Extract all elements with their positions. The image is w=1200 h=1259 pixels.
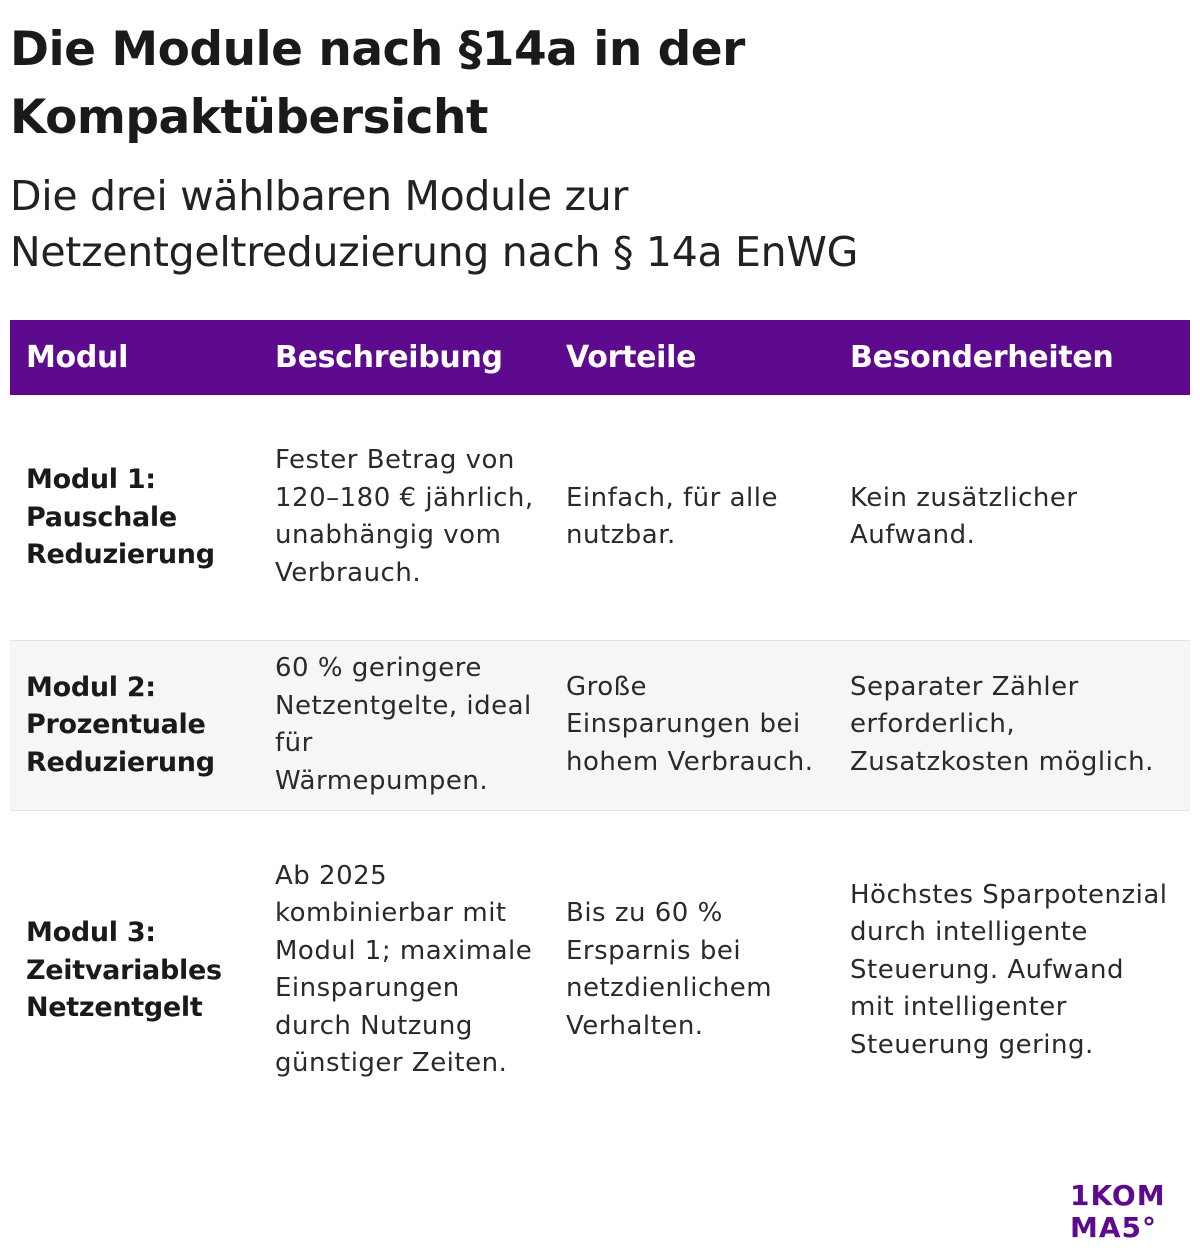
cell-besonderheiten: Höchstes Sparpotenzial durch intelligente Steuerung. Aufwand mit intelligenter Steuerung gering. [850,879,1168,1060]
modules-table [10,320,1190,1130]
cell-modul: Modul 2: Prozentuale Reduzierung [10,640,259,810]
brand-logo [1070,1180,1190,1244]
table-row [10,395,1190,640]
header-modul: Modul [10,320,259,395]
cell-modul: Modul 3: Zeitvariables Netzentgelt [26,917,222,1023]
page-subtitle: Die drei wählbaren Module zur Netzentgeltreduzierung nach § 14a EnWG [10,172,859,276]
header-besonderheiten: Besonderheiten [834,320,1190,395]
table-row [10,640,1190,810]
page-title: Die Module nach §14a in der Kompaktübersicht [10,22,745,145]
cell-besonderheiten: Separater Zähler erforderlich, Zusatzkosten möglich. [834,640,1190,810]
cell-vorteile: Bis zu 60 % Ersparnis bei netzdienlichem Verhalten. [566,898,773,1041]
table-row [10,810,1190,1130]
cell-modul: Modul 1: Pauschale Reduzierung [10,395,259,640]
logo-line-2: MA5° [1070,1211,1158,1244]
cell-beschreibung: Fester Betrag von 120–180 € jährlich, unabhängig vom Verbrauch. [259,395,550,640]
cell-besonderheiten: Kein zusätzlicher Aufwand. [834,395,1190,640]
cell-beschreibung: Ab 2025 kombinierbar mit Modul 1; maximale Einsparungen durch Nutzung günstiger Zeiten. [275,860,533,1079]
cell-beschreibung: 60 % geringere Netzentgelte, ideal für Wärmepumpen. [259,640,550,810]
cell-vorteile: Große Einsparungen bei hohem Verbrauch. [550,640,834,810]
logo-line-1: 1KOM [1070,1179,1166,1212]
cell-vorteile: Einfach, für alle nutzbar. [550,395,834,640]
header-vorteile: Vorteile [550,320,834,395]
table-header-row [10,320,1190,395]
header-beschreibung: Beschreibung [259,320,550,395]
